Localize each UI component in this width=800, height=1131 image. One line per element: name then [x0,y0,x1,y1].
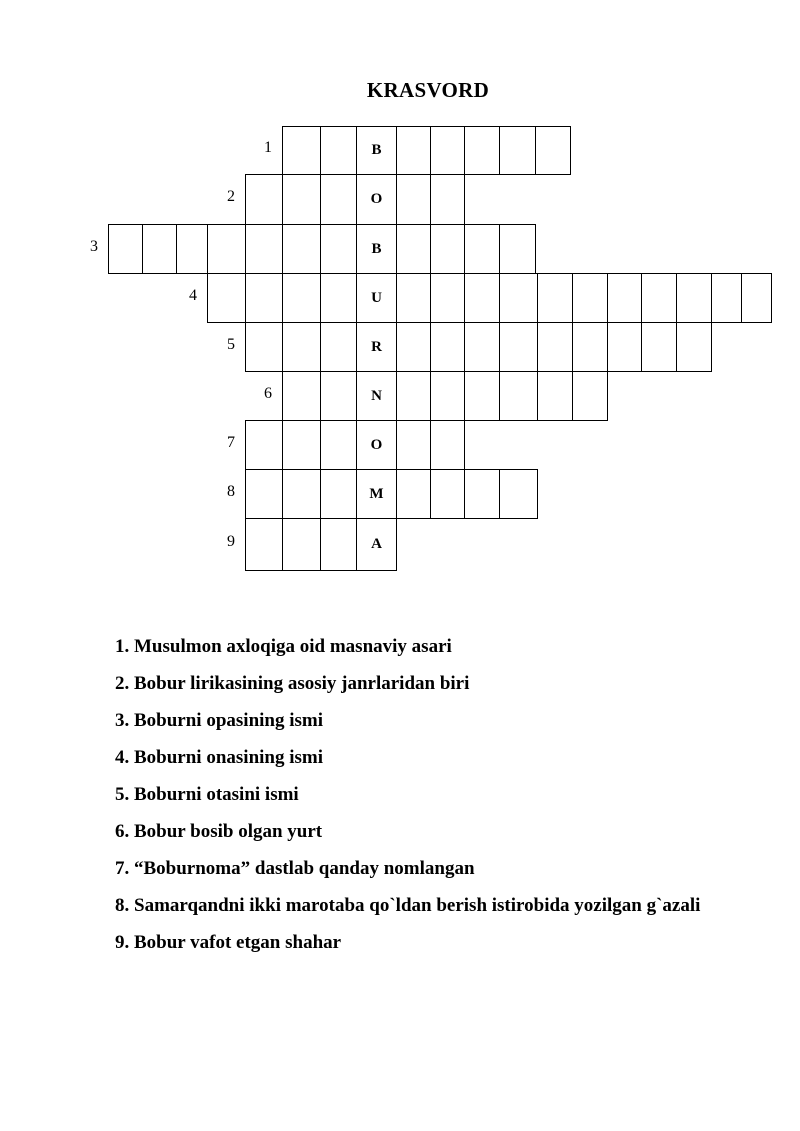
clue-item: 3. Boburni opasining ismi [115,710,324,731]
answer-cell[interactable] [320,420,357,470]
clue-list [115,628,735,961]
answer-cell[interactable] [282,469,321,519]
answer-cell[interactable] [282,322,321,372]
key-letter-cell: O [356,420,397,470]
answer-cell[interactable] [499,126,536,175]
answer-cell[interactable] [320,224,357,274]
answer-cell[interactable] [396,371,431,421]
key-letter-cell: N [356,371,397,421]
answer-cell[interactable] [142,224,177,274]
answer-cell[interactable] [396,126,431,175]
answer-cell[interactable] [282,518,321,571]
answer-cell[interactable] [535,126,571,175]
answer-cell[interactable] [207,273,246,323]
key-letter-cell: M [356,469,397,519]
answer-cell[interactable] [320,371,357,421]
answer-cell[interactable] [537,273,573,323]
answer-cell[interactable] [282,224,321,274]
answer-cell[interactable] [572,371,608,421]
answer-cell[interactable] [676,322,712,372]
answer-cell[interactable] [245,174,283,225]
answer-cell[interactable] [741,273,772,323]
answer-cell[interactable] [176,224,208,274]
answer-cell[interactable] [464,273,500,323]
key-letter-cell: U [356,273,397,323]
answer-cell[interactable] [396,469,431,519]
clue-number-5: 5 [227,335,235,353]
clue-number-3: 3 [90,237,98,255]
answer-cell[interactable] [430,420,465,470]
answer-cell[interactable] [641,273,677,323]
answer-cell[interactable] [282,273,321,323]
answer-cell[interactable] [430,174,465,225]
page-title: KRASVORD [366,78,490,102]
answer-cell[interactable] [245,224,283,274]
answer-cell[interactable] [396,174,431,225]
answer-cell[interactable] [430,469,465,519]
clue-item: 8. Samarqandni ikki marotaba qo`ldan berish istirobida yozilgan g`azali [115,895,701,916]
clue-item: 9. Bobur vafot etgan shahar [115,932,342,953]
clue-number-9: 9 [227,533,235,550]
answer-cell[interactable] [320,322,357,372]
clue-number-2: 2 [227,188,235,205]
clue-item: 1. Musulmon axloqiga oid masnaviy asari [115,636,452,657]
key-letter-cell: B [356,126,397,175]
clue-item: 4. Boburni onasining ismi [115,747,324,768]
key-letter-cell: B [356,224,397,274]
answer-cell[interactable] [641,322,677,372]
answer-cell[interactable] [282,371,321,421]
answer-cell[interactable] [499,469,538,519]
answer-cell[interactable] [499,371,538,421]
answer-cell[interactable] [245,518,283,571]
answer-cell[interactable] [464,224,500,274]
clue-number-7: 7 [227,433,235,451]
answer-cell[interactable] [499,322,538,372]
answer-cell[interactable] [499,224,536,274]
answer-cell[interactable] [245,273,283,323]
clue-number-8: 8 [227,482,235,500]
key-letter-cell: O [356,174,397,225]
answer-cell[interactable] [320,273,357,323]
answer-cell[interactable] [396,224,431,274]
answer-cell[interactable] [537,371,573,421]
answer-cell[interactable] [676,273,712,323]
answer-cell[interactable] [245,322,283,372]
answer-cell[interactable] [572,322,608,372]
key-letter-cell: A [356,518,397,571]
answer-cell[interactable] [430,322,465,372]
answer-cell[interactable] [396,322,431,372]
answer-cell[interactable] [464,322,500,372]
answer-cell[interactable] [430,371,465,421]
answer-cell[interactable] [711,273,742,323]
answer-cell[interactable] [320,174,357,225]
answer-cell[interactable] [282,174,321,225]
answer-cell[interactable] [430,224,465,274]
answer-cell[interactable] [464,469,500,519]
answer-cell[interactable] [464,126,500,175]
answer-cell[interactable] [245,469,283,519]
clue-number-1: 1 [264,139,272,156]
clue-number-6: 6 [264,384,272,402]
answer-cell[interactable] [430,273,465,323]
answer-cell[interactable] [607,322,642,372]
answer-cell[interactable] [464,371,500,421]
answer-cell[interactable] [108,224,143,274]
answer-cell[interactable] [282,126,321,175]
answer-cell[interactable] [282,420,321,470]
answer-cell[interactable] [396,420,431,470]
answer-cell[interactable] [320,126,357,175]
answer-cell[interactable] [572,273,608,323]
answer-cell[interactable] [320,518,357,571]
answer-cell[interactable] [499,273,538,323]
clue-number-4: 4 [189,286,197,304]
answer-cell[interactable] [396,273,431,323]
clue-item: 6. Bobur bosib olgan yurt [115,821,323,842]
clue-item: 7. “Boburnoma” dastlab qanday nomlangan [115,858,475,879]
answer-cell[interactable] [430,126,465,175]
answer-cell[interactable] [607,273,642,323]
key-letter-cell: R [356,322,397,372]
clue-item: 2. Bobur lirikasining asosiy janrlaridan biri [115,673,470,694]
answer-cell[interactable] [207,224,246,274]
answer-cell[interactable] [320,469,357,519]
clue-item: 5. Boburni otasini ismi [115,784,299,805]
answer-cell[interactable] [245,420,283,470]
answer-cell[interactable] [537,322,573,372]
